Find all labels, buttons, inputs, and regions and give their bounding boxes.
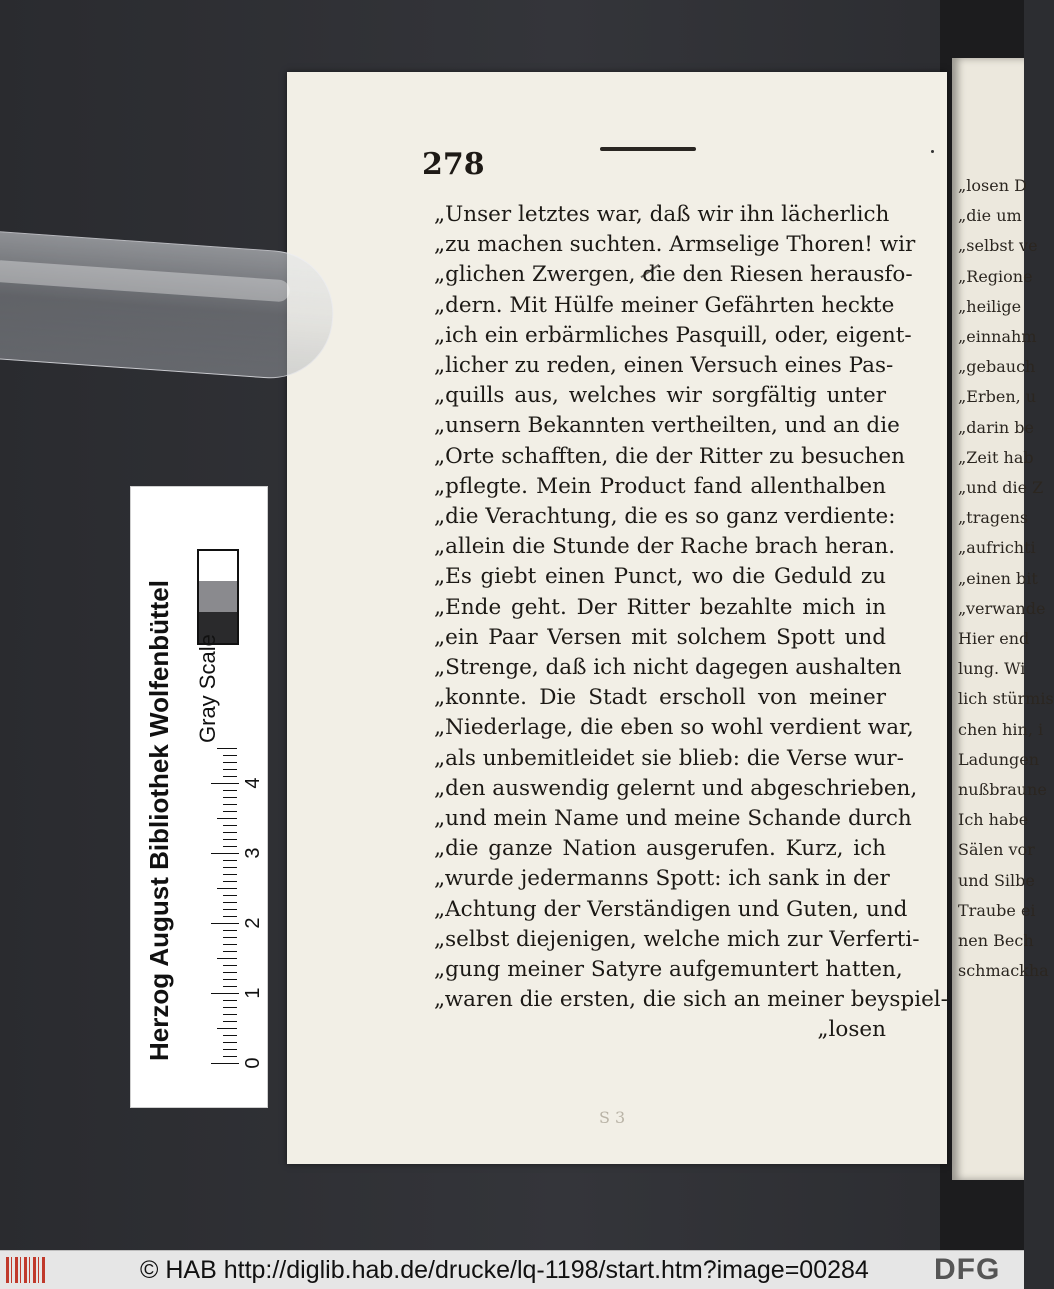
text-line: „dern. Mit Hülfe meiner Gefährten heckte bbox=[434, 292, 895, 318]
gray-scale-label: Gray Scale bbox=[195, 634, 220, 743]
ruler-tick bbox=[223, 1021, 237, 1022]
ruler-tick bbox=[223, 832, 237, 833]
adjacent-text-line: Sälen vor bbox=[958, 840, 1035, 860]
adjacent-text-line: „Zeit hab bbox=[958, 447, 1034, 467]
page-number: 278 bbox=[422, 147, 485, 182]
ruler-tick bbox=[211, 923, 239, 924]
adjacent-text-line: „Erben, u bbox=[958, 387, 1037, 407]
text-line: „licher zu reden, einen Versuch eines Pas- bbox=[434, 353, 894, 378]
ink-dot bbox=[931, 150, 934, 153]
dfg-logo: DFG bbox=[934, 1253, 1001, 1286]
copyright-url[interactable]: © HAB http://diglib.hab.de/drucke/lq-1198/start.htm?image=00284 bbox=[140, 1256, 869, 1284]
text-line: „Ende geht. Der Ritter bezahlte mich in bbox=[434, 594, 886, 620]
text-line: „ich ein erbärmliches Pasquill, oder, eigent- bbox=[434, 322, 912, 348]
ruler-tick bbox=[223, 755, 237, 756]
ruler-tick bbox=[211, 1063, 239, 1064]
ruler-tick bbox=[217, 818, 237, 819]
ruler-tick bbox=[217, 888, 237, 889]
text-line: „unsern Bekannten vertheilten, und an die bbox=[434, 413, 900, 439]
adjacent-text-line: Traube ei bbox=[958, 900, 1036, 920]
white-swatch bbox=[199, 551, 237, 581]
ruler-tick bbox=[223, 762, 237, 763]
ruler-tick bbox=[211, 993, 239, 994]
barcode-icon bbox=[6, 1257, 46, 1283]
text-line: „konnte. Die Stadt erscholl von meiner bbox=[434, 685, 886, 711]
ruler-tick bbox=[223, 839, 237, 840]
ruler-tick bbox=[223, 902, 237, 903]
ruler-tick bbox=[223, 1056, 237, 1057]
ruler-tick bbox=[217, 1028, 237, 1029]
text-line: „ein Paar Versen mit solchem Spott und bbox=[434, 624, 886, 650]
text-line: „Unser letztes war, daß wir ihn lächerlich bbox=[434, 202, 890, 227]
adjacent-text-line: „einen bit bbox=[958, 568, 1038, 588]
text-line: „Orte schafften, die der Ritter zu besuchen bbox=[434, 443, 905, 469]
ruler-number: 1 bbox=[242, 987, 264, 999]
ruler-number: 3 bbox=[242, 847, 264, 859]
adjacent-text-line: schmackha bbox=[958, 961, 1049, 981]
text-line: „gung meiner Satyre aufgemuntert hatten, bbox=[434, 957, 903, 982]
ruler-tick bbox=[223, 867, 237, 868]
ruler-tick bbox=[223, 979, 237, 980]
ruler-tick bbox=[223, 909, 237, 910]
footer-bar bbox=[0, 1250, 1024, 1289]
ruler-tick bbox=[223, 1042, 237, 1043]
ruler-tick bbox=[223, 965, 237, 966]
adjacent-text-line: chen hin, i bbox=[958, 719, 1044, 739]
page-holder-spatula bbox=[0, 230, 338, 382]
adjacent-text-line: nußbraune bbox=[958, 780, 1047, 799]
adjacent-text-line: lung. Wi bbox=[958, 659, 1026, 679]
ruler-tick bbox=[223, 790, 237, 791]
ruler-tick bbox=[223, 881, 237, 882]
ruler-tick bbox=[223, 944, 237, 945]
ruler-tick bbox=[223, 930, 237, 931]
ruler-tick bbox=[223, 846, 237, 847]
ruler-tick bbox=[223, 951, 237, 952]
adjacent-text-line: „losen D bbox=[958, 176, 1027, 195]
adjacent-text-line: „gebauch bbox=[958, 357, 1036, 377]
ruler-tick bbox=[223, 769, 237, 770]
adjacent-text-line: Ich habe bbox=[958, 810, 1029, 830]
bleed-through-text: S 3 bbox=[599, 1108, 626, 1127]
ruler-tick bbox=[223, 804, 237, 805]
text-line: „allein die Stunde der Rache brach heran. bbox=[434, 534, 896, 560]
ruler-tick bbox=[217, 958, 237, 959]
ruler-tick bbox=[223, 1000, 237, 1001]
ruler-tick bbox=[223, 825, 237, 826]
text-line: „Achtung der Verständigen und Guten, und bbox=[434, 896, 908, 922]
text-line: „pflegte. Mein Product fand allenthalben bbox=[434, 473, 886, 499]
text-line: „selbst diejenigen, welche mich zur Verferti- bbox=[434, 926, 920, 952]
color-scale-card bbox=[130, 486, 268, 1108]
ruler-tick bbox=[223, 1035, 237, 1036]
text-line: „die Verachtung, die es so ganz verdiente: bbox=[434, 504, 896, 529]
adjacent-text-line: „tragens bbox=[958, 508, 1029, 528]
text-line: „und mein Name und meine Schande durch bbox=[434, 806, 912, 831]
text-line: „als unbemitleidet sie blieb: die Verse wur- bbox=[434, 745, 904, 771]
adjacent-text-line: lich stürmis bbox=[958, 689, 1054, 709]
adjacent-text-line: und Silbe bbox=[958, 870, 1035, 890]
book-page bbox=[287, 72, 947, 1164]
adjacent-text-line: „verwande bbox=[958, 598, 1046, 618]
adjacent-text-line: „darin be bbox=[958, 417, 1034, 437]
adjacent-text-line: nen Bech bbox=[958, 931, 1034, 950]
adjacent-page bbox=[952, 58, 1054, 1180]
text-line: „die ganze Nation ausgerufen. Kurz, ich bbox=[434, 836, 886, 862]
text-line: „Es giebt einen Punct, wo die Geduld zu bbox=[434, 564, 886, 590]
ruler-tick bbox=[223, 916, 237, 917]
ruler-tick bbox=[217, 748, 237, 749]
ruler-tick bbox=[223, 1007, 237, 1008]
ruler-tick bbox=[223, 797, 237, 798]
adjacent-text-line: Hier end bbox=[958, 629, 1030, 648]
ruler-tick bbox=[223, 895, 237, 896]
text-line: „Niederlage, die eben so wohl verdient war, bbox=[434, 715, 914, 741]
text-line: „zu machen suchten. Armselige Thoren! wir bbox=[434, 232, 916, 258]
ruler-tick bbox=[223, 874, 237, 875]
adjacent-text-line: „aufrichti bbox=[958, 538, 1036, 558]
adjacent-text-line: „und die Z bbox=[958, 478, 1044, 497]
header-rule bbox=[600, 147, 696, 151]
adjacent-text-line: „Regione bbox=[958, 266, 1033, 286]
adjacent-text-line: „heilige bbox=[958, 296, 1022, 316]
ruler-tick bbox=[223, 1049, 237, 1050]
adjacent-text-line: Ladungen bbox=[958, 749, 1040, 769]
ruler-tick bbox=[223, 860, 237, 861]
ruler-number: 4 bbox=[242, 777, 264, 789]
ruler-number: 2 bbox=[242, 917, 264, 929]
ruler-tick bbox=[223, 937, 237, 938]
catchword: „losen bbox=[817, 1017, 886, 1043]
text-line: „Strenge, daß ich nicht dagegen aushalten bbox=[434, 655, 902, 680]
ruler-tick bbox=[223, 986, 237, 987]
mid-gray-swatch bbox=[199, 581, 237, 612]
text-line: „wurde jedermanns Spott: ich sank in der bbox=[434, 866, 890, 892]
text-line: „quills aus, welches wir sorgfältig unter bbox=[434, 383, 886, 409]
ruler-tick bbox=[211, 853, 239, 854]
ruler-tick bbox=[223, 811, 237, 812]
scale-title: Herzog August Bibliothek Wolfenbüttel bbox=[144, 580, 174, 1061]
text-line: „waren die ersten, die sich an meiner beyspiel- bbox=[434, 987, 948, 1013]
adjacent-text-line: „selbst ve bbox=[958, 236, 1038, 256]
adjacent-text-line: „die um bbox=[958, 206, 1022, 226]
text-line: „glichen Zwergen, die den Riesen herausfo- bbox=[434, 262, 913, 288]
text-line: „den auswendig gelernt und abgeschrieben, bbox=[434, 775, 918, 801]
ruler-tick bbox=[223, 1014, 237, 1015]
ruler-number: 0 bbox=[242, 1057, 264, 1069]
ruler-tick bbox=[223, 776, 237, 777]
ruler-tick bbox=[223, 972, 237, 973]
ruler-tick bbox=[211, 783, 239, 784]
adjacent-text-line: „einnahm bbox=[958, 327, 1037, 346]
centimeter-ruler bbox=[197, 743, 264, 1073]
